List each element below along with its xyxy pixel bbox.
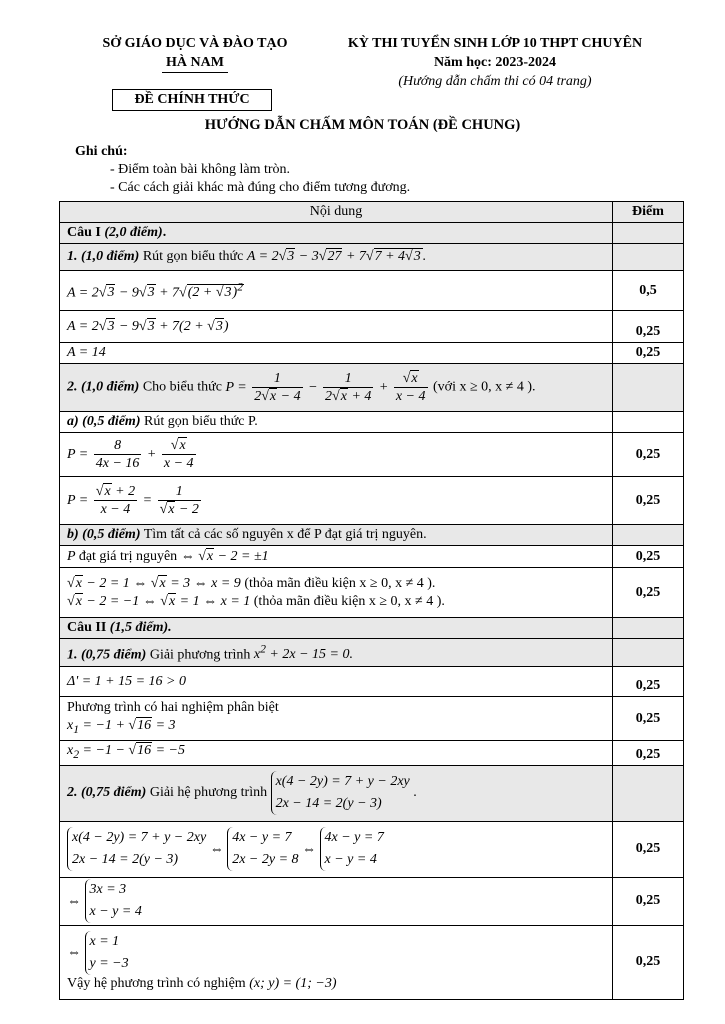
problem-expression: $x^2 + 2x - 15 = 0$. — [253, 642, 353, 663]
solution-step: A = 2√3 − 9√3 + 7(2 + √3) — [67, 318, 229, 334]
score-cell: 0,25 — [613, 343, 684, 364]
solution-step: P = $\frac{√x + 2}{x - 4}$ = $\frac{1}{√x - 2}$ — [67, 484, 199, 517]
table-row — [60, 925, 684, 999]
part-points: b) (0,5 điểm) — [67, 527, 141, 542]
exam-name: KỲ THI TUYỂN SINH LỚP 10 THPT CHUYÊN — [347, 36, 643, 51]
solution-step: √x − 2 = 1 ⇔ √x = 3 ⇔ x = 9 (thỏa mãn điều kiện x ≥ 0, x ≠ 4 ). — [67, 575, 436, 591]
page-title: HƯỚNG DẪN CHẤM MÔN TOÁN (ĐỀ CHUNG) — [204, 117, 521, 133]
part-heading-row: 2. (0,75 điểm) Giải hệ phương trình x(4 − 2y) = 7 + y − 2xy 2x − 14 = 2(y − 3) . — [60, 765, 684, 821]
solution-step: √x − 2 = −1 ⇔ √x = 1 ⇔ x = 1 (thỏa mãn điều kiện x ≥ 0, x ≠ 4 ). — [67, 593, 445, 609]
score-cell: 0,25 — [613, 877, 684, 925]
note-line: - Các cách giải khác mà đúng cho điểm tương đương. — [110, 180, 411, 195]
two-roots-text: Phương trình có hai nghiệm phân biệt — [67, 699, 279, 715]
part-points: 2. (0,75 điểm) — [67, 785, 147, 801]
score-cell: 0,25 — [613, 925, 684, 999]
table-row — [60, 271, 684, 311]
score-cell: 0,25 — [613, 477, 684, 525]
question-title: Câu II — [67, 620, 107, 635]
part-text: Giải hệ phương trình — [149, 785, 268, 801]
part-heading-row — [60, 244, 684, 271]
part-points: 2. (1,0 điểm) — [67, 379, 140, 395]
table-row — [60, 477, 684, 525]
score-cell: 0,5 — [613, 271, 684, 311]
score-cell: 0,25 — [613, 741, 684, 766]
condition-text: (thỏa mãn điều kiện x ≥ 0, x ≠ 4 ). — [244, 575, 436, 591]
score-cell: 0,25 — [613, 311, 684, 343]
part-points: 1. (0,75 điểm) — [67, 647, 147, 663]
page-count-note: (Hướng dẫn chấm thi có 04 trang) — [398, 74, 592, 89]
notes-label: Ghi chú: — [75, 144, 128, 159]
table-row — [60, 433, 684, 477]
score-column-header: Điểm — [613, 202, 684, 223]
condition-text: (thỏa mãn điều kiện x ≥ 0, x ≠ 4 ). — [253, 593, 445, 609]
solution-step: $x_2 = -1 - √16 = -5$ — [67, 743, 185, 761]
subpart-heading-row — [60, 412, 684, 433]
question-heading-row — [60, 618, 684, 639]
solution-step: ⇔ 3x = 3 x − y = 4 — [67, 894, 142, 909]
department-name: SỞ GIÁO DỤC VÀ ĐÀO TẠO — [102, 36, 288, 51]
score-cell: 0,25 — [613, 697, 684, 741]
question-heading-row: Câu I (2,0 điểm). — [60, 223, 684, 244]
part-heading-row — [60, 364, 684, 412]
solution-step: Vậy hệ phương trình có nghiệm (x; y) = (1; −3) — [67, 976, 337, 992]
score-cell: 0,25 — [613, 433, 684, 477]
table-row — [60, 546, 684, 568]
score-cell: 0,25 — [613, 546, 684, 568]
grading-table — [59, 201, 684, 1000]
table-row — [60, 568, 684, 618]
solution-step: ⇔ x = 1 y = −3 — [67, 931, 605, 975]
solution-step: Δ' = 1 + 15 = 16 > 0 — [67, 673, 186, 689]
subpart-heading-row — [60, 525, 684, 546]
table-row — [60, 667, 684, 697]
province-name: HÀ NAM — [162, 53, 228, 73]
table-row — [60, 877, 684, 925]
note-line: - Điểm toàn bài không làm tròn. — [110, 162, 291, 177]
exam-header — [320, 34, 670, 91]
solution-step: x(4 − 2y) = 7 + y − 2xy 2x − 14 = 2(y − 3) ⇔ 4x − y = 7 2x − 2y = 8 ⇔ 4x − y = 7 x − y = 4 — [67, 842, 384, 857]
part-points: a) (0,5 điểm) — [67, 414, 141, 429]
score-cell: 0,25 — [613, 667, 684, 697]
content-column-header: Nội dung — [60, 202, 613, 223]
part-text: Tìm tất cả các số nguyên x để P đạt giá trị nguyên. — [143, 527, 427, 542]
notes-section — [75, 143, 410, 197]
solution-step: P đạt giá trị nguyên ⇔ √x − 2 = ±1 — [67, 548, 269, 564]
table-header-row — [60, 202, 684, 223]
department-header — [80, 34, 310, 73]
score-cell: 0,25 — [613, 568, 684, 618]
question-title: Câu I — [67, 225, 101, 240]
part-text: Giải phương trình — [149, 647, 251, 663]
conclusion-text: Vậy hệ phương trình có nghiệm — [67, 976, 246, 992]
official-exam-label: ĐỀ CHÍNH THỨC — [112, 89, 272, 111]
question-points: (1,5 điểm). — [109, 620, 172, 635]
part-heading-row — [60, 639, 684, 667]
table-row — [60, 821, 684, 877]
condition-text: (với x ≥ 0, x ≠ 4 ). — [433, 379, 536, 395]
table-row — [60, 741, 684, 766]
table-row — [60, 697, 684, 741]
part-text: Cho biểu thức — [142, 379, 222, 395]
solution-step: P = $\frac{8}{4x - 16}$ + $\frac{√x}{x - 4}$ — [67, 438, 194, 471]
solution-step: $x_1 = -1 + √16 = 3$ — [67, 717, 176, 736]
solution-step: A = 14 — [67, 345, 106, 360]
table-row — [60, 343, 684, 364]
part-text: Rút gọn biểu thức — [142, 249, 244, 264]
table-row — [60, 311, 684, 343]
equation-system: x(4 − 2y) = 7 + y − 2xy 2x − 14 = 2(y − 3) — [271, 771, 410, 815]
solution-step: $A = 2√3 - 9√3 + 7√(2 + √3)^2$ — [67, 280, 244, 301]
problem-expression: P = $\frac{1}{2√x - 4}$ − $\frac{1}{2√x + 4}$ + $\frac{√x}{x - 4}$ — [225, 371, 426, 404]
question-points: (2,0 điểm) — [104, 225, 163, 240]
school-year: Năm học: 2023-2024 — [433, 55, 557, 70]
problem-expression: A = 2√3 − 3√27 + 7√7 + 4√3 . — [246, 249, 427, 264]
score-cell: 0,25 — [613, 821, 684, 877]
part-text: Rút gọn biểu thức P. — [143, 414, 258, 429]
part-points: 1. (1,0 điểm) — [67, 249, 140, 264]
